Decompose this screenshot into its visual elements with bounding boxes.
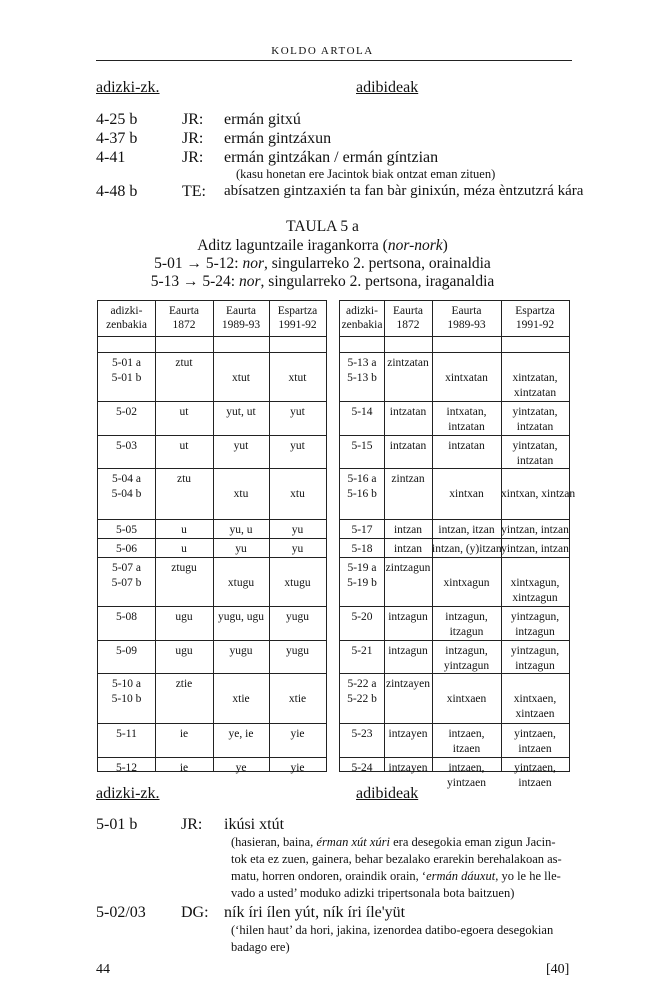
table-cell: xintxaen [446,693,487,705]
table-cell: intzayen [388,762,428,774]
table-column-header: zenbakia [341,319,383,331]
table-row-number: 5-18 [351,543,373,555]
table-row-divider [340,723,569,724]
table-range-past: 5-13 → 5-24: nor, singularreko 2. pertsona, iraganaldia [150,273,495,290]
table-cell: yut [290,406,305,418]
table-cell: intzatan [516,421,554,433]
table-cell: ut [179,440,189,452]
table-column-header: 1872 [172,319,196,331]
table-row-divider [340,352,569,353]
table-row-number: 5-24 [351,762,373,774]
example-row [96,111,576,131]
table-row-divider [340,640,569,641]
table-column-header: Eaurta [451,305,482,317]
table-row-number: 5-06 [115,543,138,555]
table-cell: xintxagun, [510,577,560,589]
table-range-present: 5-01 → 5-12: nor, singularreko 2. pertsona, orainaldia [154,255,491,272]
table-row-number: 5-14 [351,406,373,418]
example-row [96,183,584,203]
table-cell: yintzaen, [514,728,556,740]
table-row-number: 5-07 b [111,577,142,589]
example-source: JR: [182,111,204,128]
table-cell: ztie [175,678,193,690]
table-row-number: 5-05 [115,524,138,536]
table-row-number: 5-23 [351,728,373,740]
table-cell: yugu, ugu [218,611,264,623]
example-row [96,130,576,150]
table-row-number: 5-22 b [347,693,377,705]
table-row-number: 5-20 [351,611,373,623]
table-row-number: 5-07 a [111,562,142,574]
table-cell: intzaen, [448,728,485,740]
page-number: 44 [96,962,110,977]
table-cell: zintzan [391,473,425,485]
table-cell: xtie [288,693,307,705]
table-cell: itzaen [452,743,481,755]
table-cell: xtut [232,372,250,384]
table-cell: yintzatan, [512,440,558,452]
table-row-number: 5-04 a [111,473,142,485]
table-row-number: 5-16 a [347,473,377,485]
table-row-divider [98,757,326,758]
table-row-number: 5-13 a [347,357,377,369]
table-cell: xtugu [284,577,311,589]
table-cell: intzatan [448,421,485,433]
table-row-number: 5-11 [116,728,137,740]
column-heading-examples: adibideak [356,79,419,96]
example-text: ník íri ílen yút, ník íri íle'yüt [224,904,406,921]
table-cell: xintzaen [515,708,555,720]
table-row-number: 5-04 b [111,488,142,500]
table-cell: xintzatan, [512,372,558,384]
table-cell: ie [179,762,189,774]
table-row-divider [98,435,326,436]
table-row-number: 5-21 [351,645,373,657]
table-cell: intzayen [388,728,428,740]
table-cell: yu, u [229,524,253,536]
table-row-number: 5-12 [115,762,138,774]
table-column-header: adizki- [346,305,378,317]
table-row-divider [340,401,569,402]
conjugation-table-past [339,300,576,789]
table-cell: intzatan [448,440,485,452]
table-row-divider [98,352,326,353]
table-cell: intzaen, [448,762,485,774]
table-column-header: Eaurta [392,305,423,317]
table-cell: ztu [176,473,192,485]
table-subtitle: Aditz laguntzaile iragankorra (nor-nork) [197,237,448,254]
table-row-divider [98,538,326,539]
table-cell: xintxagun [443,577,490,589]
column-heading-examples: adibideak [356,785,419,802]
table-cell: xintxatan [445,372,488,384]
table-row-divider [98,640,326,641]
table-column-header: 1989-93 [221,319,261,331]
example-text: ermán gitxú [224,111,301,128]
table-cell: intzatan [516,455,554,467]
table-row-number: 5-19 a [347,562,377,574]
table-row-divider [98,723,326,724]
table-cell: xintzatan [513,387,557,399]
table-row-number: 5-15 [351,440,373,452]
example-number: 4-37 b [96,130,138,147]
column-heading-number: adizki-zk. [96,785,160,802]
example-source: DG: [181,904,209,921]
example-commentary: (‘hilen haut’ da hori, jakina, izenordea datibo-egoera desegokian badago ere) [231,923,554,954]
table-cell: zintzayen [385,678,431,690]
table-cell: intzagun [388,645,428,657]
table-row-divider [340,519,569,520]
page-reference: [40] [546,962,570,977]
table-row-divider [98,468,326,469]
table-title: TAULA 5 a [286,218,359,235]
example-text: ermán gintzákan / ermán gíntzian [224,149,439,166]
example-number: 4-41 [96,149,126,166]
table-cell: ye [235,762,247,774]
table-cell: xtu [233,488,249,500]
table-row-divider [340,673,569,674]
table-cell: intzagun [515,626,555,638]
table-cell: intzan [393,524,423,536]
table-row-divider [340,557,569,558]
table-cell: intzan, itzan [438,524,495,536]
table-row-divider [340,757,569,758]
table-cell: yintzan, intzan [501,543,569,555]
conjugation-table-present [97,300,327,772]
table-cell: yut [233,440,249,452]
table-cell: intxatan, [446,406,487,418]
table-row-number: 5-08 [115,611,138,623]
example-text: abísatzen gintzaxién ta fan bàr ginixún, méza èntzutzrá kára [224,183,584,199]
table-cell: yintzan, intzan [501,524,569,536]
table-cell: intzagun [388,611,428,623]
table-row-number: 5-01 b [111,372,142,384]
table-cell: xtie [232,693,250,705]
example-text: ermán gintzáxun [224,130,332,147]
example-source: JR: [182,130,204,147]
table-cell: xtut [288,372,307,384]
header-rule [96,60,572,61]
table-cell: xintzagun [512,592,558,604]
table-cell: yintzaen [447,777,486,789]
column-heading-number: adizki-zk. [96,79,160,96]
table-cell: yintzaen, [514,762,556,774]
table-cell: xtugu [227,577,255,589]
table-cell: xintxan [449,488,484,500]
table-cell: yintzagun, [510,611,560,623]
table-cell: yintzagun [443,660,490,672]
table-cell: intzagun, [445,645,488,657]
table-row-number: 5-17 [351,524,373,536]
table-cell: ie [179,728,189,740]
table-cell: zintzatan [387,357,429,369]
table-row-number: 5-01 a [111,357,142,369]
table-cell: yu [235,543,247,555]
table-cell: intzan [393,543,423,555]
example-row [96,149,576,169]
table-cell: xintxan, xintzan [501,488,576,500]
table-row-number: 5-09 [115,645,138,657]
table-cell: xintxaen, [513,693,557,705]
example-number: 4-48 b [96,183,138,200]
table-cell: ztugu [171,562,197,574]
table-row-divider [340,468,569,469]
example-text: ikúsi xtút [224,816,285,833]
table-cell: intzagun [515,660,555,672]
table-cell: intzaen [518,777,552,789]
table-column-header: Espartza [515,305,555,317]
table-row-divider [98,401,326,402]
table-cell: ugu [175,645,193,657]
table-cell: yintzatan, [512,406,558,418]
example-number: 4-25 b [96,111,138,128]
table-cell: ye, ie [228,728,254,740]
table-cell: yintzagun, [510,645,560,657]
table-cell: yie [290,762,305,774]
table-row-number: 5-22 a [347,678,377,690]
table-cell: xtu [290,488,305,500]
example-note: (kasu honetan ere Jacintok biak ontzat eman zituen) [236,167,496,181]
table-column-header: 1989-93 [447,319,486,331]
table-cell: intzatan [389,406,427,418]
example-source: TE: [182,183,206,200]
example-source: JR: [181,816,203,833]
table-column-header: Eaurta [168,305,199,317]
table-cell: zintzagun [385,562,431,574]
table-column-header: 1991-92 [278,319,317,331]
table-cell: intzaen [518,743,552,755]
table-row-divider [98,336,326,337]
table-cell: yugu [286,645,309,657]
example-number: 5-01 b [96,816,138,833]
table-row-number: 5-16 b [347,488,377,500]
example-source: JR: [182,149,204,166]
table-row-number: 5-02 [115,406,138,418]
table-column-header: zenbakia [106,319,147,331]
table-row-divider [340,435,569,436]
table-row-divider [340,336,569,337]
table-column-header: 1872 [396,319,420,331]
table-row-divider [340,538,569,539]
table-column-header: Eaurta [225,305,256,317]
table-cell: itzagun [449,626,484,638]
table-row-number: 5-13 b [347,372,377,384]
table-cell: u [181,543,187,555]
table-cell: intzagun, [445,611,488,623]
example-commentary: (hasieran, baina, érman xút xúri era desegokia eman zigun Jacin- tok eta ez zuen, gainera, behar bezalako erarekin berehalakoan as- matu, horren ondoren, oraindik orain, ‘ermán dáuxut, yo le he lle- vado a usted’ moduko adizki tripertsonala bota baitzuen) [231,835,562,900]
table-cell: yu [291,524,304,536]
table-cell: yu [291,543,304,555]
table-cell: intzan, (y)itzan [432,543,502,555]
table-cell: yie [290,728,305,740]
table-column-header: Espartza [277,305,318,317]
table-cell: yut [290,440,305,452]
table-cell: intzatan [389,440,427,452]
table-cell: ztut [175,357,193,369]
running-header-author: KOLDO ARTOLA [271,45,374,57]
table-row-divider [98,557,326,558]
table-row-number: 5-19 b [347,577,377,589]
table-row-number: 5-03 [115,440,138,452]
table-row-divider [98,519,326,520]
table-cell: u [181,524,187,536]
example-number: 5-02/03 [96,904,146,921]
table-row-divider [98,673,326,674]
table-row-divider [340,606,569,607]
table-cell: ugu [175,611,193,623]
table-row-number: 5-10 a [111,678,142,690]
table-cell: yugu [229,645,253,657]
table-cell: yugu [286,611,309,623]
table-cell: ut [179,406,189,418]
table-column-header: 1991-92 [515,319,555,331]
table-column-header: adizki- [110,305,143,317]
table-row-number: 5-10 b [111,693,142,705]
table-row-divider [98,606,326,607]
table-cell: yut, ut [226,406,256,418]
